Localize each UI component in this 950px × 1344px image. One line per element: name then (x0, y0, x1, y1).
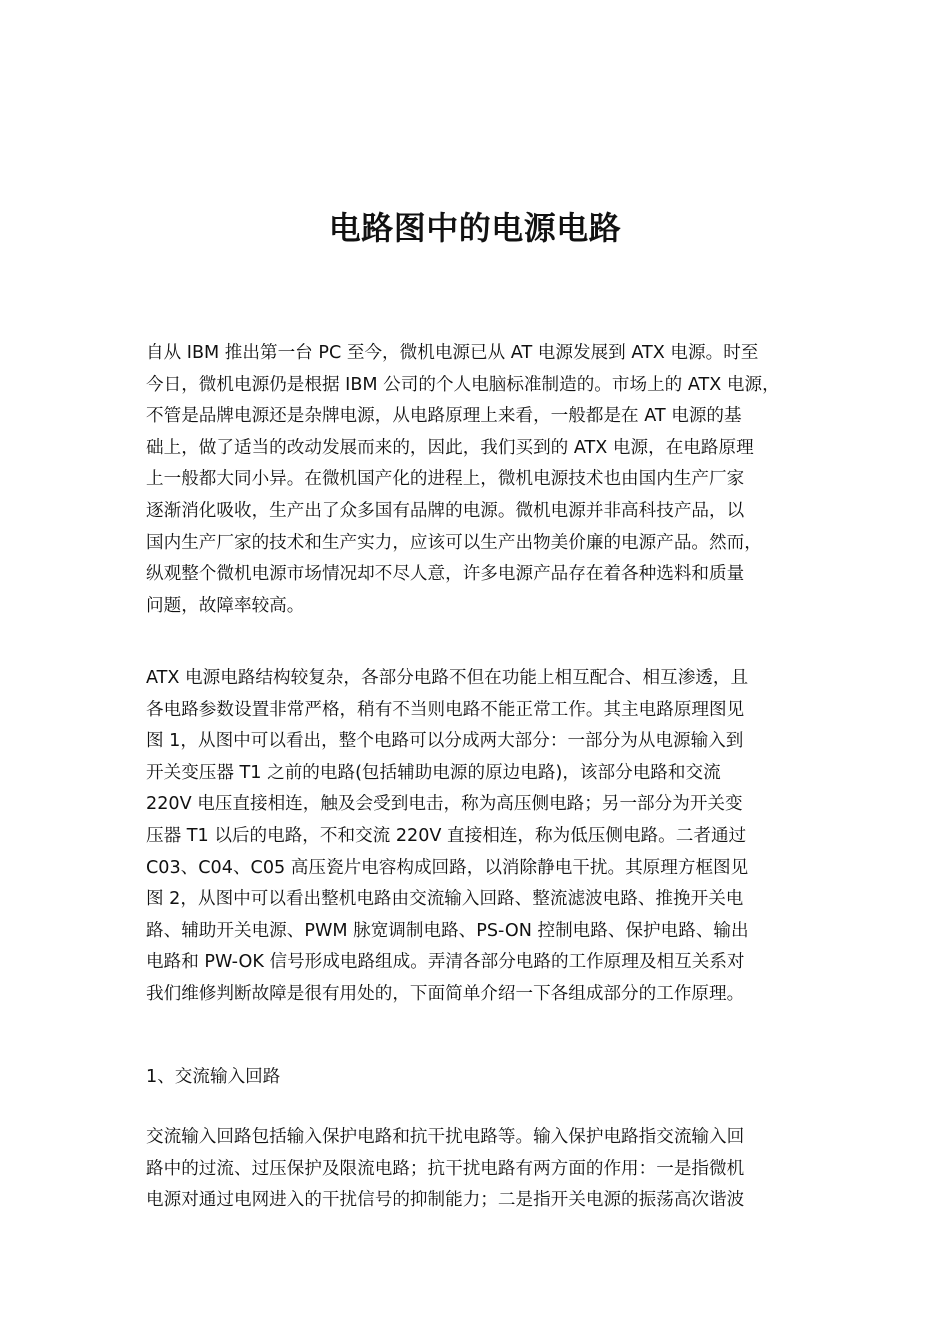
paragraph-line: 不管是品牌电源还是杂牌电源，从电路原理上来看，一般都是在 AT 电源的基 (146, 406, 742, 427)
paragraph-ac-input (146, 1122, 814, 1217)
paragraph-line: 上一般都大同小异。在微机国产化的进程上，微机电源技术也由国内生产厂家 (146, 469, 745, 490)
paragraph-line: C03、C04、C05 高压瓷片电容构成回路，以消除静电干扰。其原理方框图见 (146, 857, 749, 878)
document-title: 电路图中的电源电路 (328, 209, 622, 247)
section-heading-text: 1、交流输入回路 (146, 1067, 281, 1087)
paragraph-line: 图 1，从图中可以看出，整个电路可以分成两大部分：一部分为从电源输入到 (146, 731, 744, 752)
paragraph-line: 交流输入回路包括输入保护电路和抗干扰电路等。输入保护电路指交流输入回 (146, 1127, 745, 1147)
paragraph-intro (146, 338, 814, 622)
paragraph-line: 路中的过流、过压保护及限流电路；抗干扰电路有两方面的作用：一是指微机 (146, 1158, 745, 1179)
paragraph-line: 电路和 PW-OK 信号形成电路组成。弄清各部分电路的工作原理及相互关系对 (146, 952, 745, 973)
paragraph-line: 220V 电压直接相连，触及会受到电击，称为高压侧电路；另一部分为开关变 (146, 794, 743, 815)
paragraph-line: 纵观整个微机电源市场情况却不尽人意，许多电源产品存在着各种选料和质量 (146, 564, 745, 585)
paragraph-line: 压器 T1 以后的电路，不和交流 220V 直接相连，称为低压侧电路。二者通过 (146, 825, 747, 846)
paragraph-line: 电源对通过电网进入的干扰信号的抑制能力；二是指开关电源的振荡高次谐波 (146, 1190, 745, 1211)
section-heading (146, 1062, 814, 1094)
paragraph-line: 础上，做了适当的改动发展而来的，因此，我们买到的 ATX 电源，在电路原理 (146, 437, 754, 458)
paragraph-line: 路、辅助开关电源、PWM 脉宽调制电路、PS-ON 控制电路、保护电路、输出 (146, 920, 749, 941)
paragraph-line: 逐渐消化吸收，生产出了众多国有品牌的电源。微机电源并非高科技产品，以 (146, 500, 745, 521)
paragraph-line: 图 2，从图中可以看出整机电路由交流输入回路、整流滤波电路、推挽开关电 (146, 889, 744, 910)
paragraph-line: ATX 电源电路结构较复杂，各部分电路不但在功能上相互配合、相互渗透，且 (146, 668, 749, 688)
paragraph-line: 国内生产厂家的技术和生产实力，应该可以生产出物美价廉的电源产品。然而， (146, 532, 762, 553)
paragraph-atx-structure (146, 663, 814, 1011)
paragraph-line: 各电路参数设置非常严格，稍有不当则电路不能正常工作。其主电路原理图见 (146, 699, 745, 720)
paragraph-line: 我们维修判断故障是很有用处的，下面简单介绍一下各组成部分的工作原理。 (146, 983, 745, 1004)
paragraph-line: 开关变压器 T1 之前的电路(包括辅助电源的原边电路)，该部分电路和交流 (146, 762, 721, 783)
paragraph-line: 问题，故障率较高。 (146, 595, 305, 616)
paragraph-line: 今日，微机电源仍是根据 IBM 公司的个人电脑标准制造的。市场上的 ATX 电源， (146, 374, 780, 395)
paragraph-line: 自从 IBM 推出第一台 PC 至今，微机电源已从 AT 电源发展到 ATX 电源。时至 (146, 343, 759, 363)
